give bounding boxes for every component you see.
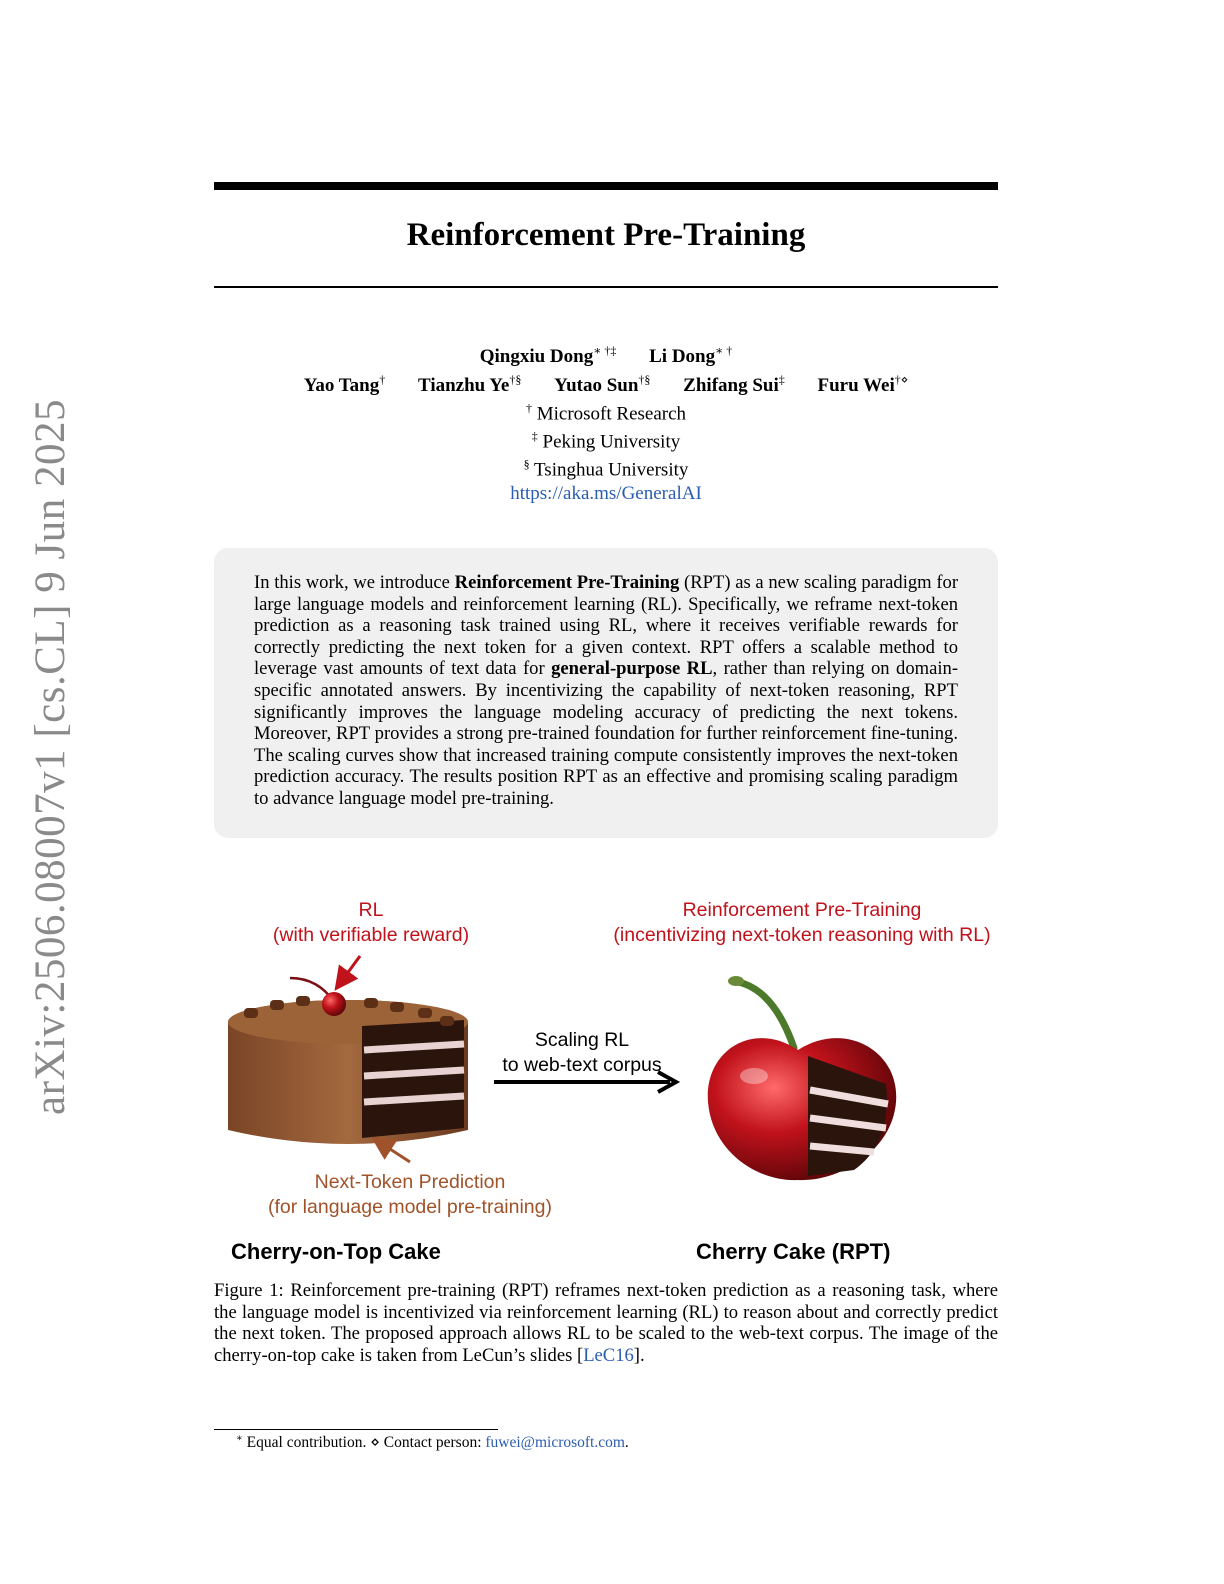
author-name: Li Dong∗ † — [649, 344, 733, 368]
ntp-label: Next-Token Prediction (for language model pre-training) — [268, 1171, 552, 1218]
figure-1 — [214, 890, 1014, 1280]
scaling-label: Scaling RL to web-text corpus — [502, 1029, 662, 1076]
title-bottom-rule — [214, 286, 998, 288]
project-url-link[interactable]: https://aka.ms/GeneralAI — [510, 482, 702, 504]
abstract-text: In this work, we introduce Reinforcement Pre-Training (RPT) as a new scaling paradigm for large language models and reinforcement learning (RL). Specifically, we reframe next-token prediction as a reasoning task trained using RL, where it receives verifiable rewards for correctly predicting the next token for a given context. RPT offers a scalable method to leverage vast amounts of text data for general-purpose RL, rather than relying on domain-specific annotated answers. By incentivizing the capability of next-token reasoning, RPT significantly improves the language modeling accuracy of predicting the next tokens. Moreover, RPT provides a strong pre-trained foundation for further reinforcement fine-tuning. The scaling curves show that increased training compute consistently improves the next-token prediction accuracy. The results position RPT as an effective and promising scaling paradigm to advance language model pre-training. — [254, 572, 959, 809]
rpt-label: Reinforcement Pre-Training (incentivizing next-token reasoning with RL) — [613, 899, 991, 946]
arxiv-identifier: arXiv:2506.08007v1 [cs.CL] 9 Jun 2025 — [27, 399, 74, 1115]
rl-label: RL (with verifiable reward) — [272, 899, 470, 946]
affiliation: § Tsinghua University — [523, 457, 689, 481]
abstract-box — [214, 548, 998, 838]
author-name: Yutao Sun†§ — [554, 372, 651, 396]
cherry-on-top-cake-image — [228, 978, 468, 1144]
cherry-cake-image — [708, 976, 896, 1180]
footnote-rule — [214, 1429, 498, 1430]
author-name: Tianzhu Ye†§ — [418, 372, 522, 396]
ntp-arrow — [376, 1140, 410, 1162]
author-name: Zhifang Sui‡ — [683, 372, 785, 396]
author-name: Yao Tang† — [303, 372, 386, 396]
email-link[interactable]: fuwei@microsoft.com — [485, 1434, 625, 1452]
affiliation: † Microsoft Research — [525, 400, 687, 424]
rl-arrow — [338, 956, 360, 986]
affiliation: ‡ Peking University — [531, 428, 681, 453]
title-top-rule — [214, 182, 998, 190]
author-row-1 — [214, 340, 998, 368]
figure-caption: Figure 1: Reinforcement pre-training (RPT) reframes next-token prediction as a reasoning task, where the language model is incentivized via reinforcement learning (RL) to reason about and correctly predict the next token. The proposed approach allows RL to be scaled to the web-text corpus. The image of the cherry-on-top cake is taken from LeCun’s slides [LeC16]. — [214, 1280, 998, 1366]
figure-graphics — [214, 890, 1014, 1280]
author-name: Qingxiu Dong∗ †‡ — [479, 344, 617, 368]
paper-title: Reinforcement Pre-Training — [406, 217, 806, 253]
author-name: Furu Wei†⋄ — [817, 372, 909, 396]
project-url-line — [214, 482, 998, 505]
left-figure-name: Cherry-on-Top Cake — [231, 1239, 441, 1264]
citation-link[interactable]: LeC16 — [583, 1344, 634, 1366]
footnote: ∗ Equal contribution. ⋄ Contact person: fuwei@microsoft.com. — [236, 1433, 629, 1452]
author-block — [214, 340, 998, 505]
author-row-2 — [214, 368, 998, 396]
right-figure-name: Cherry Cake (RPT) — [696, 1239, 891, 1264]
